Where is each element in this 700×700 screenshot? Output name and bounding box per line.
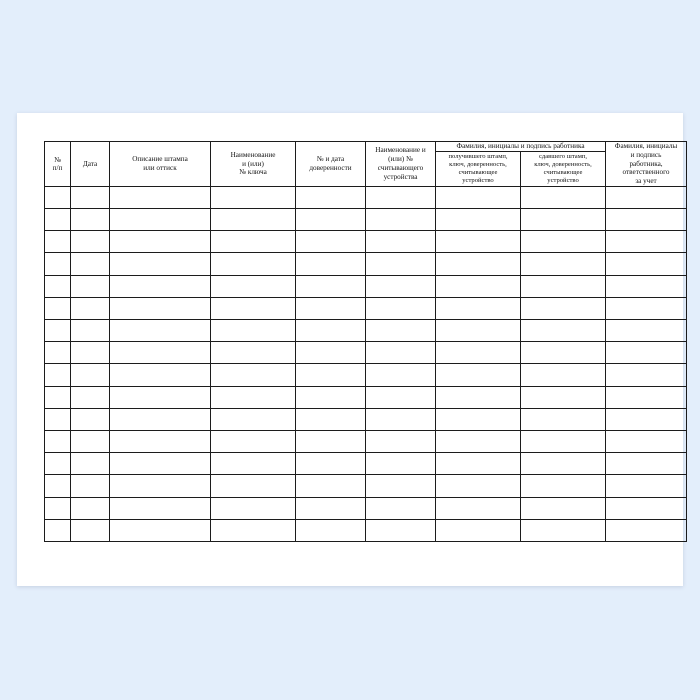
table-cell[interactable]	[110, 342, 211, 364]
table-row[interactable]	[45, 342, 687, 364]
table-cell[interactable]	[296, 430, 366, 452]
table-cell[interactable]	[521, 320, 606, 342]
table-cell[interactable]	[71, 408, 110, 430]
table-cell[interactable]	[606, 519, 687, 541]
table-cell[interactable]	[366, 320, 436, 342]
table-cell[interactable]	[436, 186, 521, 208]
table-cell[interactable]	[606, 475, 687, 497]
table-cell[interactable]	[436, 386, 521, 408]
table-cell[interactable]	[211, 320, 296, 342]
table-cell[interactable]	[110, 253, 211, 275]
journal-table-wrapper	[44, 141, 678, 542]
table-cell[interactable]	[110, 475, 211, 497]
table-cell[interactable]	[521, 253, 606, 275]
table-row[interactable]	[45, 519, 687, 541]
table-cell[interactable]	[45, 275, 71, 297]
table-row[interactable]	[45, 275, 687, 297]
table-cell[interactable]	[521, 430, 606, 452]
table-cell[interactable]	[606, 297, 687, 319]
table-row[interactable]	[45, 386, 687, 408]
table-cell[interactable]	[45, 209, 71, 231]
table-cell[interactable]	[110, 209, 211, 231]
table-cell[interactable]	[45, 320, 71, 342]
table-cell[interactable]	[45, 519, 71, 541]
table-cell[interactable]	[436, 430, 521, 452]
table-cell[interactable]	[606, 342, 687, 364]
table-cell[interactable]	[211, 430, 296, 452]
table-cell[interactable]	[45, 364, 71, 386]
header-device-line-2: (или) №	[388, 155, 413, 164]
table-cell[interactable]	[45, 386, 71, 408]
table-cell[interactable]	[366, 342, 436, 364]
table-cell[interactable]	[211, 231, 296, 253]
table-cell[interactable]	[436, 320, 521, 342]
table-cell[interactable]	[45, 231, 71, 253]
table-row[interactable]	[45, 408, 687, 430]
header-recv-line-1: получившего штамп,	[448, 153, 508, 161]
table-cell[interactable]	[366, 209, 436, 231]
table-row[interactable]	[45, 209, 687, 231]
table-cell[interactable]	[71, 430, 110, 452]
table-cell[interactable]	[296, 408, 366, 430]
table-cell[interactable]	[366, 364, 436, 386]
header-responsible	[606, 142, 687, 187]
table-cell[interactable]	[521, 342, 606, 364]
table-cell[interactable]	[71, 231, 110, 253]
header-num-line-2: п/п	[52, 163, 63, 172]
table-cell[interactable]	[110, 320, 211, 342]
header-recv-line-3: считывающее	[458, 169, 498, 177]
table-cell[interactable]	[296, 297, 366, 319]
table-cell[interactable]	[71, 342, 110, 364]
table-cell[interactable]	[71, 297, 110, 319]
header-give-line-4: устройство	[547, 176, 579, 184]
table-cell[interactable]	[110, 275, 211, 297]
table-cell[interactable]	[296, 186, 366, 208]
table-cell[interactable]	[110, 430, 211, 452]
table-cell[interactable]	[110, 408, 211, 430]
table-cell[interactable]	[71, 275, 110, 297]
table-cell[interactable]	[436, 297, 521, 319]
table-cell[interactable]	[521, 275, 606, 297]
table-cell[interactable]	[211, 475, 296, 497]
table-cell[interactable]	[211, 497, 296, 519]
table-cell[interactable]	[436, 342, 521, 364]
table-cell[interactable]	[211, 297, 296, 319]
table-cell[interactable]	[71, 364, 110, 386]
table-cell[interactable]	[45, 253, 71, 275]
table-cell[interactable]	[211, 209, 296, 231]
table-cell[interactable]	[71, 386, 110, 408]
table-row[interactable]	[45, 186, 687, 208]
table-cell[interactable]	[110, 186, 211, 208]
table-cell[interactable]	[296, 497, 366, 519]
table-cell[interactable]	[45, 297, 71, 319]
header-name-line-3: № ключа	[239, 168, 267, 177]
table-cell[interactable]	[436, 209, 521, 231]
table-cell[interactable]	[521, 519, 606, 541]
header-num-line-1: №	[54, 155, 61, 164]
table-cell[interactable]	[296, 209, 366, 231]
table-cell[interactable]	[366, 475, 436, 497]
table-cell[interactable]	[606, 408, 687, 430]
table-cell[interactable]	[366, 519, 436, 541]
table-cell[interactable]	[436, 231, 521, 253]
table-row[interactable]	[45, 475, 687, 497]
header-resp-line-3: работника,	[629, 159, 663, 168]
table-cell[interactable]	[211, 186, 296, 208]
header-returner	[521, 152, 606, 187]
table-cell[interactable]	[436, 519, 521, 541]
header-resp-line-5: за учет	[635, 177, 657, 186]
header-date	[71, 142, 110, 187]
header-receiver	[436, 152, 521, 187]
header-name-line-2: и (или)	[242, 159, 264, 168]
table-body	[45, 186, 687, 541]
table-cell[interactable]	[366, 231, 436, 253]
table-cell[interactable]	[521, 408, 606, 430]
table-cell[interactable]	[606, 320, 687, 342]
table-row[interactable]	[45, 497, 687, 519]
table-cell[interactable]	[45, 186, 71, 208]
table-cell[interactable]	[606, 430, 687, 452]
table-cell[interactable]	[211, 342, 296, 364]
table-cell[interactable]	[521, 386, 606, 408]
table-cell[interactable]	[211, 253, 296, 275]
table-cell[interactable]	[606, 186, 687, 208]
table-cell[interactable]	[45, 453, 71, 475]
table-cell[interactable]	[606, 497, 687, 519]
table-cell[interactable]	[296, 342, 366, 364]
table-cell[interactable]	[606, 386, 687, 408]
table-cell[interactable]	[606, 209, 687, 231]
table-cell[interactable]	[366, 275, 436, 297]
table-cell[interactable]	[366, 408, 436, 430]
header-resp-line-1: Фамилия, инициалы	[614, 142, 678, 150]
table-cell[interactable]	[606, 453, 687, 475]
table-cell[interactable]	[436, 408, 521, 430]
header-name-line-1: Наименование	[230, 150, 276, 159]
table-cell[interactable]	[110, 297, 211, 319]
table-cell[interactable]	[71, 475, 110, 497]
header-recv-line-4: устройство	[462, 176, 494, 184]
table-cell[interactable]	[211, 364, 296, 386]
table-cell[interactable]	[521, 231, 606, 253]
header-resp-line-4: ответственного	[622, 168, 670, 177]
table-cell[interactable]	[45, 497, 71, 519]
table-cell[interactable]	[211, 453, 296, 475]
table-head	[45, 142, 687, 187]
header-dov-line-2: доверенности	[309, 163, 352, 172]
header-desc-line-1: Описание штампа	[132, 155, 188, 164]
table-cell[interactable]	[436, 475, 521, 497]
table-row[interactable]	[45, 453, 687, 475]
table-cell[interactable]	[606, 364, 687, 386]
header-name-key	[211, 142, 296, 187]
header-desc-line-2: или оттиск	[143, 163, 177, 172]
table-cell[interactable]	[366, 430, 436, 452]
document-sheet	[17, 113, 683, 586]
table-cell[interactable]	[436, 453, 521, 475]
table-cell[interactable]	[366, 186, 436, 208]
table-row[interactable]	[45, 320, 687, 342]
table-cell[interactable]	[110, 386, 211, 408]
table-cell[interactable]	[606, 275, 687, 297]
table-cell[interactable]	[521, 453, 606, 475]
table-cell[interactable]	[366, 497, 436, 519]
table-cell[interactable]	[110, 497, 211, 519]
table-cell[interactable]	[521, 475, 606, 497]
table-cell[interactable]	[110, 231, 211, 253]
table-cell[interactable]	[436, 253, 521, 275]
table-cell[interactable]	[296, 231, 366, 253]
table-cell[interactable]	[296, 253, 366, 275]
table-cell[interactable]	[71, 519, 110, 541]
header-give-line-2: ключ, доверенность,	[534, 161, 592, 169]
header-proxy	[296, 142, 366, 187]
table-cell[interactable]	[606, 253, 687, 275]
header-num	[45, 142, 71, 187]
table-cell[interactable]	[296, 453, 366, 475]
table-cell[interactable]	[45, 430, 71, 452]
table-cell[interactable]	[110, 364, 211, 386]
header-device-line-1: Наименование и	[375, 146, 426, 155]
table-cell[interactable]	[71, 253, 110, 275]
header-description	[110, 142, 211, 187]
header-row-top	[45, 142, 687, 152]
table-cell[interactable]	[45, 475, 71, 497]
table-cell[interactable]	[366, 253, 436, 275]
table-cell[interactable]	[211, 519, 296, 541]
table-cell[interactable]	[71, 186, 110, 208]
table-cell[interactable]	[521, 209, 606, 231]
header-device-line-4: устройства	[383, 172, 418, 181]
table-cell[interactable]	[296, 275, 366, 297]
table-cell[interactable]	[211, 275, 296, 297]
table-cell[interactable]	[521, 186, 606, 208]
table-cell[interactable]	[211, 408, 296, 430]
table-cell[interactable]	[296, 320, 366, 342]
header-give-line-3: считывающее	[543, 169, 583, 177]
table-row[interactable]	[45, 231, 687, 253]
table-cell[interactable]	[296, 364, 366, 386]
table-cell[interactable]	[606, 231, 687, 253]
header-give-line-1: сдавшего штамп,	[538, 153, 588, 161]
table-cell[interactable]	[521, 497, 606, 519]
table-row[interactable]	[45, 364, 687, 386]
table-cell[interactable]	[45, 342, 71, 364]
table-cell[interactable]	[296, 475, 366, 497]
table-cell[interactable]	[521, 297, 606, 319]
table-cell[interactable]	[71, 320, 110, 342]
table-cell[interactable]	[436, 497, 521, 519]
table-cell[interactable]	[366, 453, 436, 475]
header-date-line-1: Дата	[82, 159, 98, 168]
header-device-line-3: считывающего	[377, 163, 424, 172]
table-cell[interactable]	[436, 275, 521, 297]
table-row[interactable]	[45, 430, 687, 452]
table-cell[interactable]	[521, 364, 606, 386]
header-group-employee: Фамилия, инициалы и подпись работника	[436, 142, 606, 152]
table-row[interactable]	[45, 297, 687, 319]
table-cell[interactable]	[366, 386, 436, 408]
table-cell[interactable]	[45, 408, 71, 430]
header-device	[366, 142, 436, 187]
table-cell[interactable]	[110, 519, 211, 541]
table-cell[interactable]	[211, 386, 296, 408]
header-resp-line-2: и подпись	[630, 150, 662, 159]
header-dov-line-1: № и дата	[316, 155, 345, 164]
table-cell[interactable]	[71, 209, 110, 231]
table-cell[interactable]	[296, 519, 366, 541]
table-cell[interactable]	[71, 497, 110, 519]
table-cell[interactable]	[71, 453, 110, 475]
header-recv-line-2: ключ, доверенность,	[449, 161, 507, 169]
table-row[interactable]	[45, 253, 687, 275]
table-cell[interactable]	[436, 364, 521, 386]
table-cell[interactable]	[296, 386, 366, 408]
table-cell[interactable]	[110, 453, 211, 475]
table-cell[interactable]	[366, 297, 436, 319]
journal-table	[44, 141, 687, 542]
